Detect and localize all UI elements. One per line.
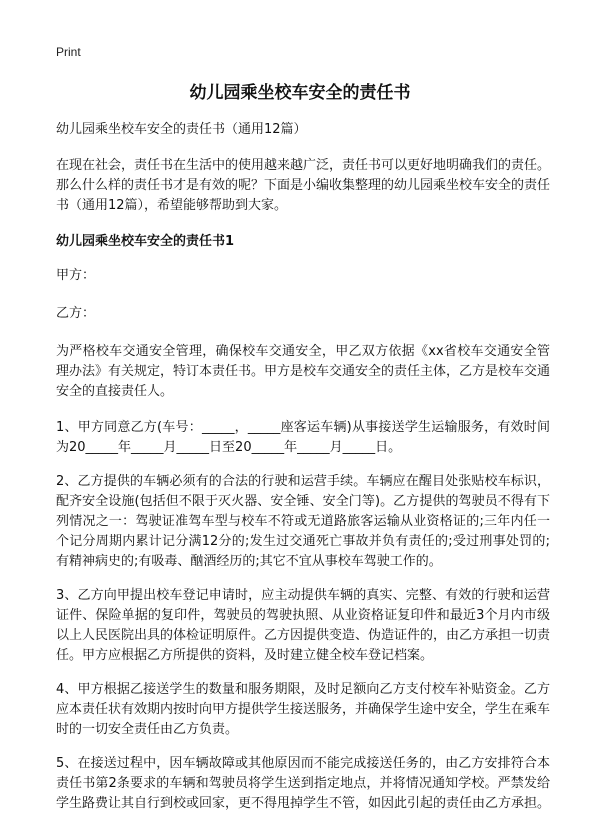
section-heading: 幼儿园乘坐校车安全的责任书1 [56, 234, 235, 249]
document-subtitle: 幼儿园乘坐校车安全的责任书（通用12篇） [56, 122, 307, 137]
intro-paragraph: 在现在社会，责任书在生活中的使用越来越广泛，责任书可以更好地明确我们的责任。那么什么样的责任书才是有效的呢？下面是小编收集整理的幼儿园乘坐校车安全的责任书（通用12篇），希望能够帮助到大家。 [56, 158, 551, 213]
clause-4: 4、甲方根据乙接送学生的数量和服务期限，及时足额向乙方支付校车补贴资金。乙方应本责任状有效期内按时向甲方提供学生接送服务，并确保学生途中安全，学生在乘车时的一切安全责任由乙方负责。 [56, 682, 551, 737]
print-label[interactable]: Print [56, 45, 81, 59]
clause-5: 5、在接送过程中，因车辆故障或其他原因而不能完成接送任务的，由乙方安排符合本责任书第2条要求的车辆和驾驶员将学生送到指定地点，并将情况通知学校。严禁发给学生路费让其自行到校或回家，更不得甩掉学生不管，如因此引起的责任由乙方承担。 [56, 756, 551, 811]
party-a-line: 甲方： [56, 268, 96, 283]
document-body [56, 120, 550, 828]
clause-1: 1、甲方同意乙方(车号：_____，_____座客运车辆)从事接送学生运输服务，有效时间为20_____年_____月_____日至20_____年_____月_____日。 [56, 420, 550, 455]
preamble-paragraph: 为严格校车交通安全管理，确保校车交通安全，甲乙双方依据《xx省校车交通安全管理办法》有关规定，特订本责任书。甲方是校车交通安全的责任主体，乙方是校车交通安全的直接责任人。 [56, 344, 551, 399]
party-b-line: 乙方： [56, 306, 96, 321]
clause-3: 3、乙方向甲提出校车登记申请时，应主动提供车辆的真实、完整、有效的行驶和运营证件、保险单据的复印件，驾驶员的驾驶执照、从业资格证复印件和最近3个月内市级以上人民医院出具的体检证明原件。乙方因提供变造、伪造证件的，由乙方承担一切责任。甲方应根据乙方所提供的资料，及时建立健全校车登记档案。 [56, 588, 551, 663]
document-title: 幼儿园乘坐校车安全的责任书 [189, 83, 411, 103]
clause-2: 2、乙方提供的车辆必须有的合法的行驶和运营手续。车辆应在醒目处张贴校车标识，配齐安全设施(包括但不限于灭火器、安全锤、安全门等)。乙方提供的驾驶员不得有下列情况之一：驾驶证准驾车型与校车不符或无道路旅客运输从业资格证的;三年内任一个记分周期内累计记分满12分的;发生过交通死亡事故并负有责任的;受过刑事处罚的;有精神病史的;有吸毒、酗酒经历的;其它不宜从事校车驾驶工作的。 [56, 474, 550, 569]
